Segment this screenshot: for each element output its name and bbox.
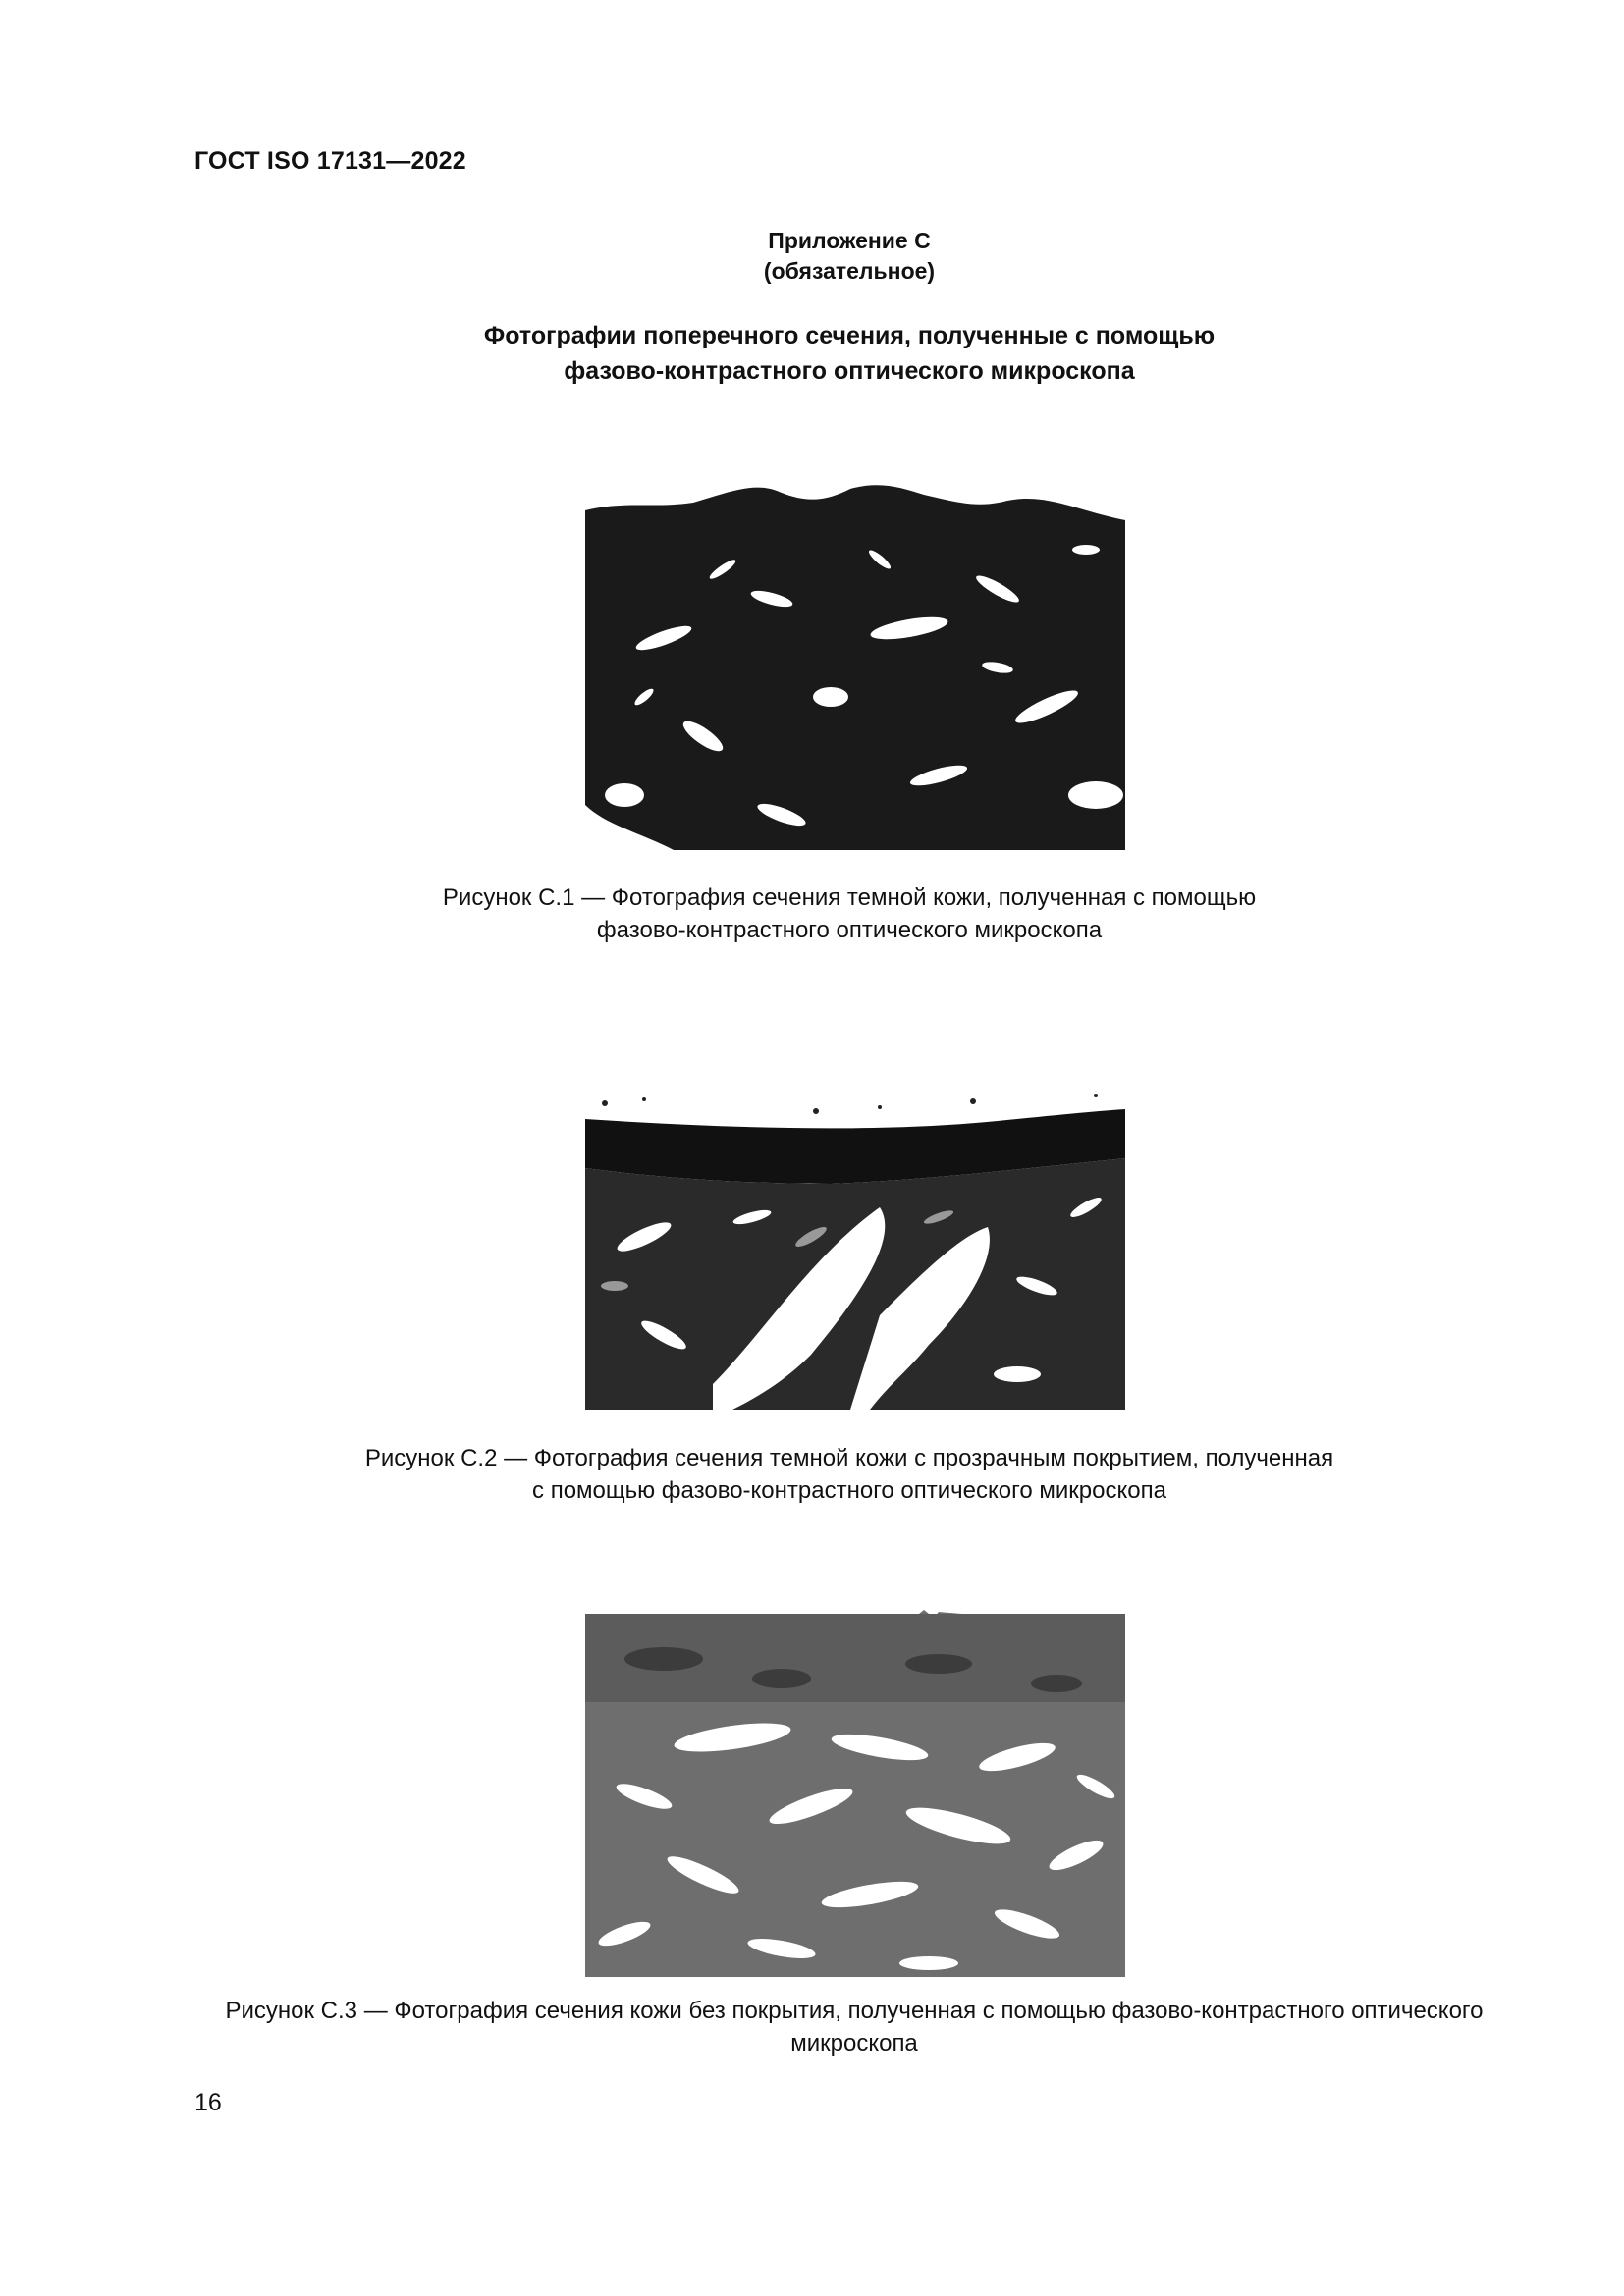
page-number: 16 — [194, 2089, 222, 2116]
caption-line: Рисунок С.1 — Фотография сечения темной кожи, полученная с помощью — [442, 884, 1257, 911]
annex-status: (обязательное) — [763, 258, 936, 284]
caption-line: микроскопа — [790, 2030, 918, 2056]
figure-c1-caption — [0, 881, 1624, 946]
caption-line: фазово-контрастного оптического микроскопа — [596, 917, 1103, 943]
figure-c3-micrograph — [585, 1610, 1125, 1977]
annex-title: Приложение С — [768, 228, 931, 253]
figure-c1-micrograph — [585, 481, 1125, 850]
section-title-line-2: фазово-контрастного оптического микроскопа — [564, 357, 1135, 385]
figure-c2-micrograph — [585, 1090, 1125, 1410]
section-title-line-1: Фотографии поперечного сечения, полученные с помощью — [483, 322, 1216, 349]
caption-line: Рисунок С.3 — Фотография сечения кожи без покрытия, полученная с помощью фазово-контрастного оптического — [225, 1998, 1484, 2024]
figure-c2-caption — [0, 1442, 1624, 1507]
section-title — [0, 318, 1624, 389]
caption-line: с помощью фазово-контрастного оптического микроскопа — [532, 1477, 1166, 1504]
document-id: ГОСТ ISO 17131—2022 — [194, 147, 466, 175]
caption-line: Рисунок С.2 — Фотография сечения темной кожи с прозрачным покрытием, полученная — [364, 1445, 1334, 1471]
figure-c3-caption — [177, 1995, 1532, 2059]
